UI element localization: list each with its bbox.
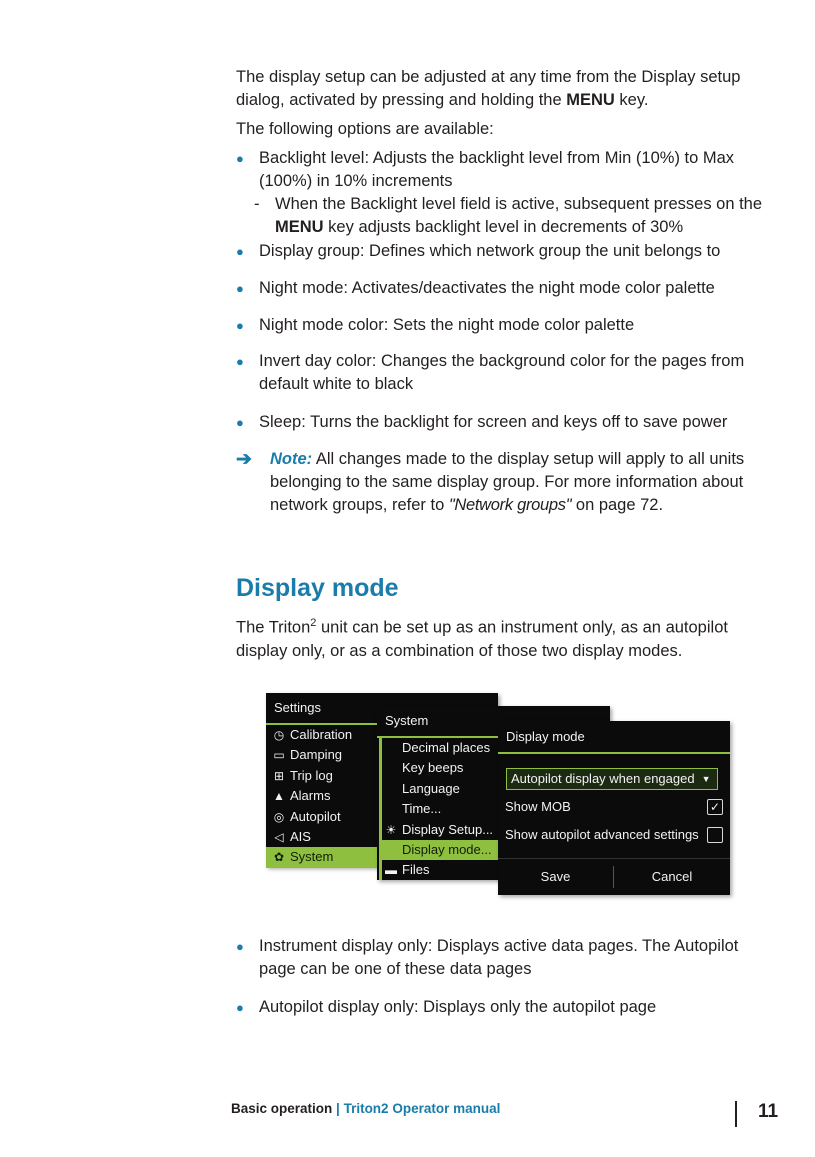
display-mode-dropdown[interactable] bbox=[506, 768, 718, 790]
display-mode-dialog bbox=[498, 721, 730, 895]
sub-item-text-post: key adjusts backlight level in decrements of 30% bbox=[323, 218, 684, 236]
menu-key-name: MENU bbox=[275, 218, 324, 236]
arrow-right-icon: ➔ bbox=[236, 449, 252, 470]
settings-item-label: Trip log bbox=[290, 767, 333, 783]
bullet-icon: ● bbox=[236, 1000, 244, 1015]
settings-item-label: AIS bbox=[290, 828, 311, 844]
note-text-post: on page 72. bbox=[571, 496, 664, 514]
list-item-text: Autopilot display only: Displays only the autopilot page bbox=[259, 998, 657, 1016]
list-item-text: Backlight level: Adjusts the backlight level from Min (10%) to Max (100%) in 10% increments bbox=[259, 149, 735, 190]
list-item-text: Instrument display only: Displays active data pages. The Autopilot page can be one of these data pages bbox=[259, 937, 739, 978]
system-item-label: Display Setup... bbox=[402, 821, 494, 837]
system-item-label: Time... bbox=[402, 801, 442, 817]
damping-icon: ▭ bbox=[273, 748, 285, 763]
note-label: Note: bbox=[270, 450, 313, 468]
list-item-backlight-level bbox=[236, 147, 776, 193]
list-item-text: Sleep: Turns the backlight for screen and keys off to save power bbox=[259, 413, 728, 431]
save-button[interactable]: Save bbox=[540, 869, 571, 884]
list-item-instrument-display bbox=[236, 935, 776, 981]
section-title: Display mode bbox=[236, 574, 399, 602]
settings-title: Settings bbox=[266, 693, 498, 725]
intro-text-post: key. bbox=[614, 91, 649, 109]
dropdown-value: Autopilot display when engaged bbox=[511, 771, 695, 786]
system-item-label: Display mode... bbox=[402, 841, 492, 857]
bullet-icon: ● bbox=[236, 281, 244, 296]
cancel-button[interactable]: Cancel bbox=[651, 869, 693, 884]
chevron-down-icon: ▼ bbox=[701, 774, 711, 784]
gear-icon: ✿ bbox=[273, 850, 285, 865]
network-groups-link[interactable]: "Network groups" bbox=[448, 496, 572, 514]
list-item-sleep bbox=[236, 411, 776, 434]
ais-icon: ◁ bbox=[274, 829, 284, 844]
folder-icon: ▬ bbox=[385, 863, 397, 878]
section-body bbox=[236, 612, 776, 663]
list-item-text: Night mode: Activates/deactivates the night mode color palette bbox=[259, 279, 715, 297]
display-mode-title: Display mode bbox=[498, 721, 730, 754]
sub-item-text bbox=[275, 193, 764, 239]
advanced-settings-checkbox[interactable] bbox=[707, 827, 723, 843]
bullet-icon: ● bbox=[236, 318, 244, 333]
note-block bbox=[236, 448, 756, 517]
section-body-post: unit can be set up as an instrument only, as an autopilot display only, or as a combination of those two display modes. bbox=[236, 618, 728, 660]
show-mob-checkbox[interactable]: ✓ bbox=[707, 799, 723, 815]
bullet-icon: ● bbox=[236, 415, 244, 430]
dialog-button-bar bbox=[498, 858, 730, 895]
list-item-night-mode-color bbox=[236, 314, 776, 337]
superscript-2: 2 bbox=[310, 617, 317, 629]
sub-item-backlight-decrement bbox=[254, 193, 764, 239]
show-mob-label: Show MOB bbox=[505, 799, 571, 814]
bullet-icon: ● bbox=[236, 151, 244, 166]
intro-text-pre: The display setup can be adjusted at any time from the Display setup dialog, activated by pressing and holding the bbox=[236, 68, 741, 109]
system-item-label: Key beeps bbox=[402, 760, 464, 776]
options-intro bbox=[236, 118, 776, 141]
calibration-icon: ◷ bbox=[273, 728, 285, 742]
bullet-icon: ● bbox=[236, 939, 244, 954]
system-item-label: Decimal places bbox=[402, 740, 491, 755]
sun-icon: ☀ bbox=[385, 822, 397, 837]
bullet-icon: ● bbox=[236, 244, 244, 259]
list-item-text: Display group: Defines which network group the unit belongs to bbox=[259, 242, 721, 260]
settings-item-label: Autopilot bbox=[290, 808, 341, 824]
bell-icon: ▲ bbox=[273, 789, 285, 804]
list-item-autopilot-display bbox=[236, 996, 776, 1019]
note-text bbox=[270, 448, 756, 517]
list-item-text: Invert day color: Changes the background color for the pages from default white to black bbox=[259, 352, 745, 393]
sub-item-text-pre: When the Backlight level field is active, subsequent presses on the bbox=[275, 195, 763, 213]
footer-manual-title: Triton2 Operator manual bbox=[343, 1101, 501, 1116]
settings-item-label: System bbox=[290, 849, 334, 865]
system-item-label: Language bbox=[402, 780, 460, 796]
settings-item-label: Calibration bbox=[290, 727, 353, 742]
advanced-settings-label: Show autopilot advanced settings bbox=[505, 827, 699, 842]
section-body-pre: The Triton bbox=[236, 618, 311, 637]
menu-key-name: MENU bbox=[566, 91, 615, 109]
page-number: 11 bbox=[758, 1101, 779, 1122]
system-title: System bbox=[377, 706, 610, 738]
settings-item-label: Alarms bbox=[290, 788, 331, 804]
list-item-display-group bbox=[236, 240, 776, 263]
intro-paragraph bbox=[236, 66, 776, 112]
dash-icon: - bbox=[254, 195, 260, 213]
bullet-icon: ● bbox=[236, 354, 244, 369]
autopilot-icon: ◎ bbox=[273, 809, 285, 824]
footer-separator: | bbox=[332, 1101, 344, 1116]
trip-log-icon: ⊞ bbox=[273, 768, 285, 783]
note-text-pre: All changes made to the display setup will apply to all units belonging to the same display group. For more information about network groups, refer to bbox=[270, 450, 745, 514]
show-mob-row[interactable] bbox=[505, 797, 723, 817]
page-footer bbox=[231, 1101, 500, 1116]
list-item-night-mode bbox=[236, 277, 776, 300]
footer-chapter: Basic operation bbox=[231, 1101, 333, 1116]
footer-divider bbox=[735, 1101, 737, 1127]
list-item-invert-day-color bbox=[236, 350, 776, 396]
system-item-label: Files bbox=[402, 862, 430, 878]
settings-item-label: Damping bbox=[290, 747, 343, 763]
advanced-settings-row[interactable] bbox=[505, 825, 723, 845]
list-item-text: Night mode color: Sets the night mode color palette bbox=[259, 316, 635, 334]
options-intro-text: The following options are available: bbox=[236, 120, 494, 138]
